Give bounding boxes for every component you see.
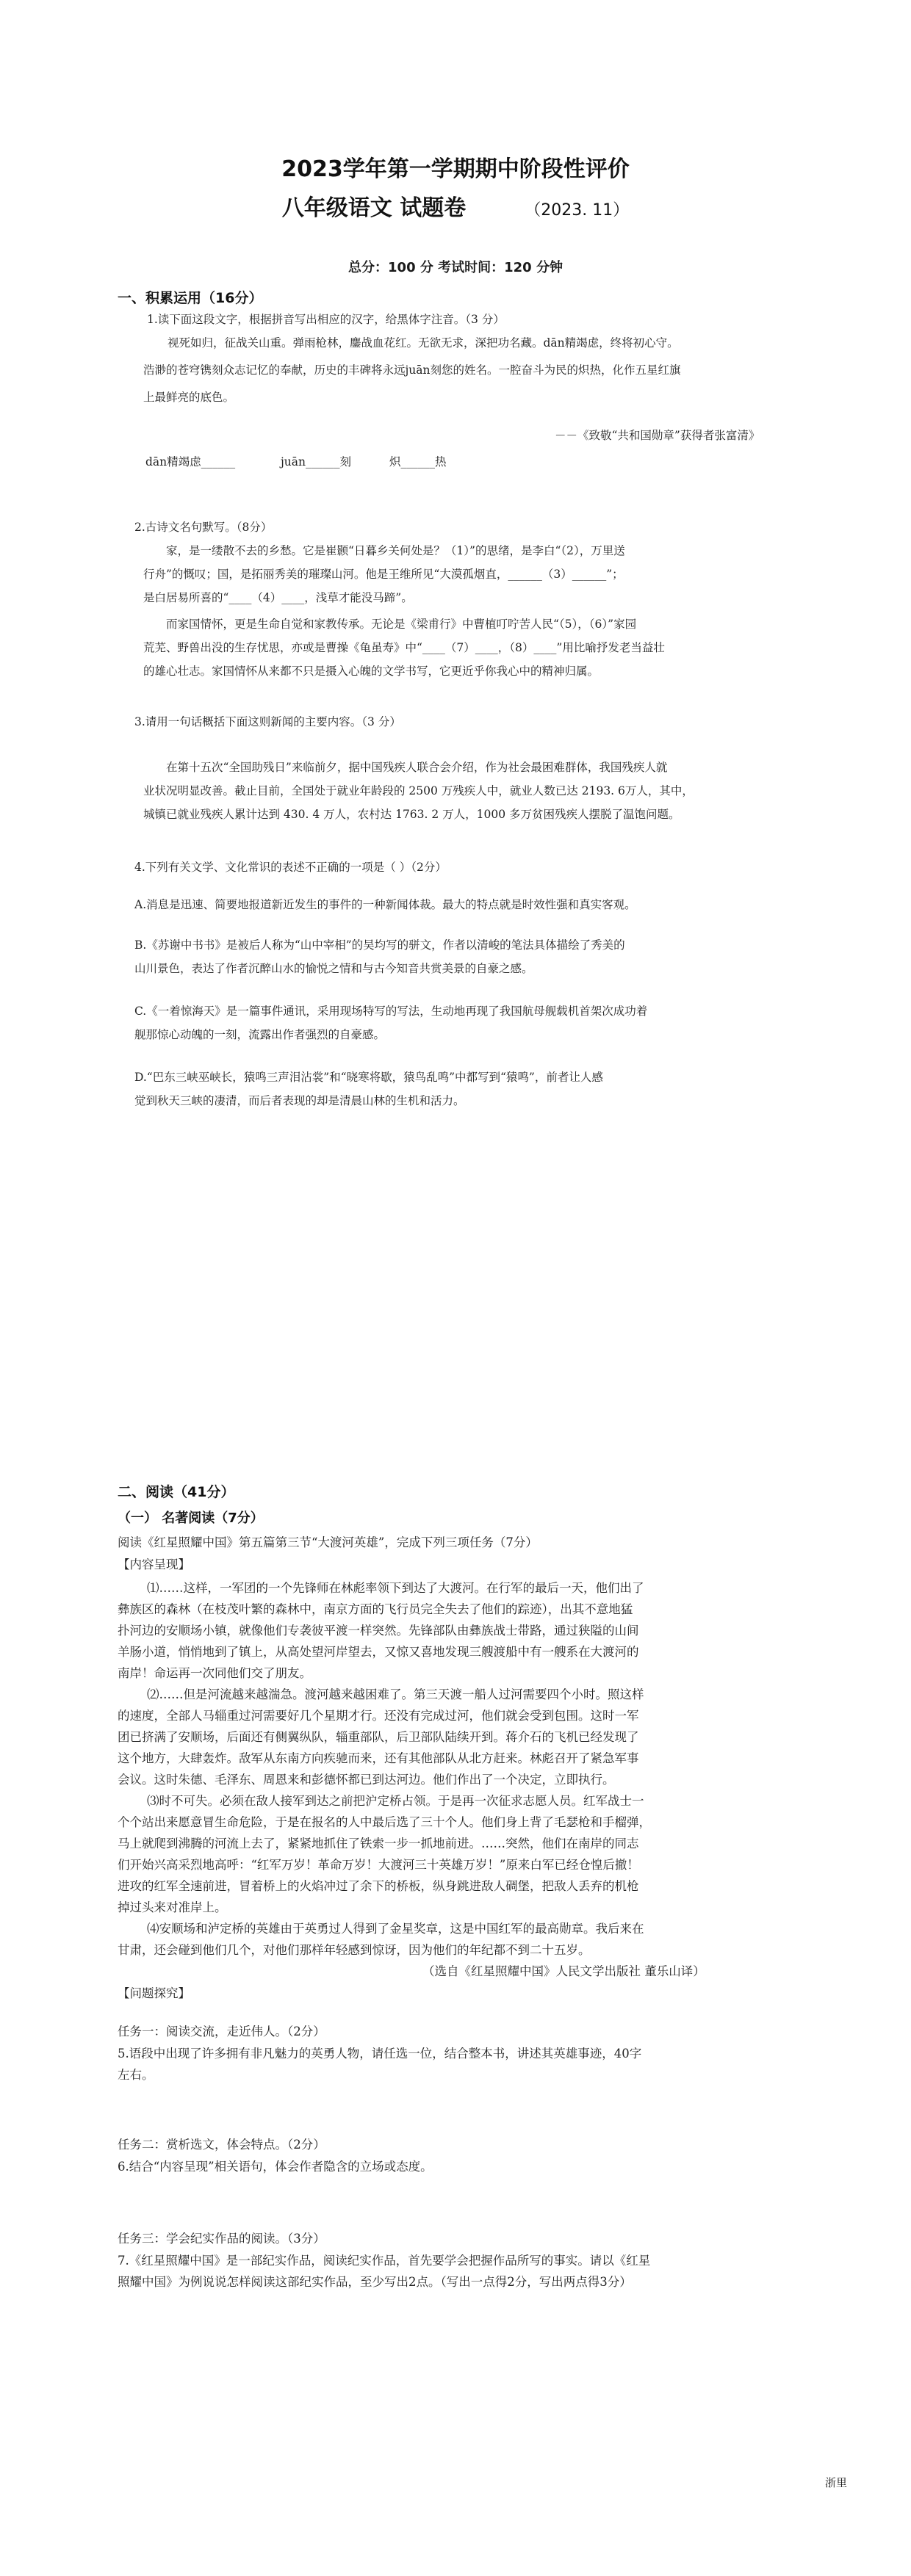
reading-line: 羊肠小道，悄悄地到了镇上，从高处望河岸望去，又惊又喜地发现三艘渡船中有一艘系在大渡河的 (118, 1645, 639, 1659)
q4-option-a[interactable]: A.消息是迅速、简要地报道新近发生的事件的一种新闻体裁。最大的特点就是时效性强和真实客观。 (134, 898, 636, 911)
q5-line: 5.语段中出现了许多拥有非凡魅力的英勇人物，请任选一位，结合整本书，讲述其英雄事迹，40字 (118, 2047, 642, 2061)
reading-line: 南岸！命运再一次同他们交了朋友。 (118, 1666, 312, 1680)
reading-line: ⑶时不可失。必须在敌人接军到达之前把沪定桥占领。于是再一次征求志愿人员。红军战士一 (147, 1794, 644, 1808)
q4-prompt: 4.下列有关文学、文化常识的表述不正确的一项是（ ）（2分） (134, 861, 447, 874)
part2-subheading: （一） 名著阅读（7分） (118, 1510, 264, 1526)
reading-line: 会议。这时朱德、毛泽东、周恩来和彭德怀都已到达河边。他们作出了一个决定，立即执行。 (118, 1773, 615, 1787)
q1-prompt: 1.读下面这段文字，根据拼音写出相应的汉字，给黑体字注音。（3 分） (147, 313, 505, 326)
q1-passage-line: 上最鲜亮的底色。 (143, 391, 235, 404)
q1-passage-line: 浩渺的苍穹镌刻众志记忆的奉献，历史的丰碑将永远juān刻您的姓名。一腔奋斗为民的炽热，化作五星红旗 (143, 363, 681, 377)
q4-option-d-cont: 觉到秋天三峡的凄清，而后者表现的却是清晨山林的生机和活力。 (134, 1094, 465, 1107)
q1-blank-a[interactable]: dān精竭虑______ (145, 455, 236, 468)
reading-line: 这个地方，大肆轰炸。敌军从东南方向疾驰而来，还有其他部队从北方赶来。林彪召开了紧急军事 (118, 1751, 639, 1765)
q7-line: 7.《红星照耀中国》是一部纪实作品，阅读纪实作品，首先要学会把握作品所写的事实。请以《红星 (118, 2254, 651, 2268)
q2-prompt: 2.古诗文名句默写。（8分） (134, 521, 273, 534)
q2-line: 行舟”的慨叹；国，是拓丽秀美的璀璨山河。他是王维所见“大漠孤烟直，______（3）______”； (143, 568, 624, 581)
part2-intro: 阅读《红星照耀中国》第五篇第三节“大渡河英雄”，完成下列三项任务（7分） (118, 1535, 538, 1549)
q4-option-b[interactable]: B.《苏谢中书书》是被后人称为“山中宰相”的吴均写的骈文，作者以清峻的笔法具体描绘了秀美的 (134, 938, 625, 952)
content-label: 【内容呈现】 (118, 1557, 190, 1571)
reading-line: 们开始兴高采烈地高呼：“红军万岁！革命万岁！大渡河三十英雄万岁！”原来白军已经仓惶后撤！ (118, 1858, 639, 1872)
q1-passage-line: 视死如归，征战关山重。弹雨枪林，鏖战血花红。无欲无求，深把功名藏。dān精竭虑，终将初心守。 (168, 336, 679, 350)
reading-line: 个个站出来愿意冒生命危险，于是在报名的人中最后选了三十个人。他们身上背了毛瑟枪和手榴弹， (118, 1815, 651, 1829)
q6-line: 6.结合“内容呈现”相关语句，体会作者隐含的立场或态度。 (118, 2160, 433, 2174)
q4-option-c[interactable]: C.《一着惊海天》是一篇事件通讯，采用现场特写的写法，生动地再现了我国航母舰载机首架次成功着 (134, 1005, 648, 1018)
reading-line: 扑河边的安顺场小镇，就像他们专袭彼平渡一样突然。先锋部队由彝族战士带路，通过狭隘的山间 (118, 1624, 639, 1638)
q4-option-b-cont: 山川景色，表达了作者沉醉山水的愉悦之情和与古今知音共赏美景的自豪之感。 (134, 962, 533, 975)
reading-line: 马上就爬到沸腾的河流上去了，紧紧地抓住了铁索一步一抓地前进。……突然，他们在南岸的同志 (118, 1837, 639, 1850)
task2-title: 任务二：赏析选文，体会特点。（2分） (118, 2138, 325, 2152)
exam-subtitle: 八年级语文 试题卷 (281, 195, 467, 221)
q3-line: 业状况明显改善。截止目前，全国处于就业年龄段的 2500 万残疾人中，就业人数已达 2193. 6万人，其中， (143, 784, 694, 797)
exam-meta: 总分：100 分 考试时间：120 分钟 (348, 260, 563, 275)
reading-line: ⑴……这样，一军团的一个先锋师在林彪率领下到达了大渡河。在行军的最后一天，他们出了 (147, 1581, 644, 1595)
reading-line: 团已挤满了安顺场，后面还有侧翼纵队，辎重部队，后卫部队陆续开到。蒋介石的飞机已经发现了 (118, 1730, 639, 1744)
q7-line: 照耀中国》为例说说怎样阅读这部纪实作品，至少写出2点。（写出一点得2分，写出两点得3分） (118, 2275, 632, 2289)
q1-blank-b[interactable]: juān______刻 (281, 455, 352, 468)
q1-source: －－《致敬“共和国勋章”获得者张富清》 (555, 429, 760, 442)
q2-line: 荒芜、野兽出没的生存忧思，亦或是曹操《龟虽寿》中“____（7）____，（8）____”用比喻抒发老当益壮 (143, 641, 665, 654)
q2-line: 而家国情怀，更是生命自觉和家教传承。无论是《梁甫行》中曹植叮咛苦人民“（5），（6）”家园 (166, 618, 637, 631)
q1-blank-c[interactable]: 炽______热 (389, 455, 447, 468)
q4-option-d[interactable]: D.“巴东三峡巫峡长，猿鸣三声泪沾裳”和“晓寒将歇，猿鸟乱鸣”中都写到“猿鸣”，前者让人感 (134, 1071, 603, 1084)
exam-title: 2023学年第一学期期中阶段性评价 (281, 156, 630, 182)
task3-title: 任务三：学会纪实作品的阅读。（3分） (118, 2232, 325, 2246)
q3-line: 城镇已就业残疾人累计达到 430. 4 万人，农村达 1763. 2 万人，1000 多万贫困残疾人摆脱了温饱问题。 (143, 808, 680, 821)
exam-date: （2023. 11） (525, 201, 630, 220)
q2-line: 的雄心壮志。家国情怀从来都不只是摄入心魄的文学书写，它更近乎你我心中的精神归属。 (143, 665, 599, 678)
reading-line: 彝族区的森林（在枝茂叶繁的森林中，南京方面的飞行员完全失去了他们的踪迹），出其不意地猛 (118, 1602, 633, 1616)
q2-line: 家，是一缕散不去的乡愁。它是崔颢“日暮乡关何处是？（1）”的思绪，是李白“（2），万里送 (166, 544, 625, 557)
reading-line: 进攻的红军全速前进，冒着桥上的火焰冲过了余下的桥板，纵身跳进敌人碉堡，把敌人丢弃的机枪 (118, 1879, 639, 1893)
q2-line: 是白居易所喜的“____（4）____，浅草才能没马蹄”。 (143, 591, 413, 604)
q4-option-c-cont: 舰那惊心动魄的一刻，流露出作者强烈的自豪感。 (134, 1028, 386, 1041)
reading-line: ⑵……但是河流越来越湍急。渡河越来越困难了。第三天渡一船人过河需要四个小时。照这样 (147, 1687, 644, 1701)
part1-heading: 一、积累运用（16分） (118, 290, 263, 306)
exam-subtitle-row (0, 189, 911, 222)
q3-prompt: 3.请用一句话概括下面这则新闻的主要内容。（3 分） (134, 715, 401, 728)
reading-source: （选自《红星照耀中国》人民文学出版社 董乐山译） (422, 1964, 705, 1978)
q3-line: 在第十五次“全国助残日”来临前夕，据中国残疾人联合会介绍，作为社会最困难群体，我国残疾人就 (166, 761, 668, 774)
page-footer-label: 浙里 (825, 2476, 848, 2489)
reading-line: 的速度，全部人马辎重过河需要好几个星期才行。还没有完成过河，他们就会受到包围。这时一军 (118, 1709, 639, 1723)
task1-title: 任务一：阅读交流，走近伟人。（2分） (118, 2025, 325, 2038)
q5-line: 左右。 (118, 2068, 154, 2082)
reading-line: 掉过头来对准岸上。 (118, 1900, 227, 1914)
part2-heading: 二、阅读（41分） (118, 1484, 235, 1500)
explore-label: 【问题探究】 (118, 1986, 190, 2000)
reading-line: 甘肃，还会碰到他们几个，对他们那样年轻感到惊讶，因为他们的年纪都不到二十五岁。 (118, 1943, 591, 1957)
reading-line: ⑷安顺场和泸定桥的英雄由于英勇过人得到了金星奖章，这是中国红军的最高勋章。我后来在 (147, 1922, 644, 1936)
